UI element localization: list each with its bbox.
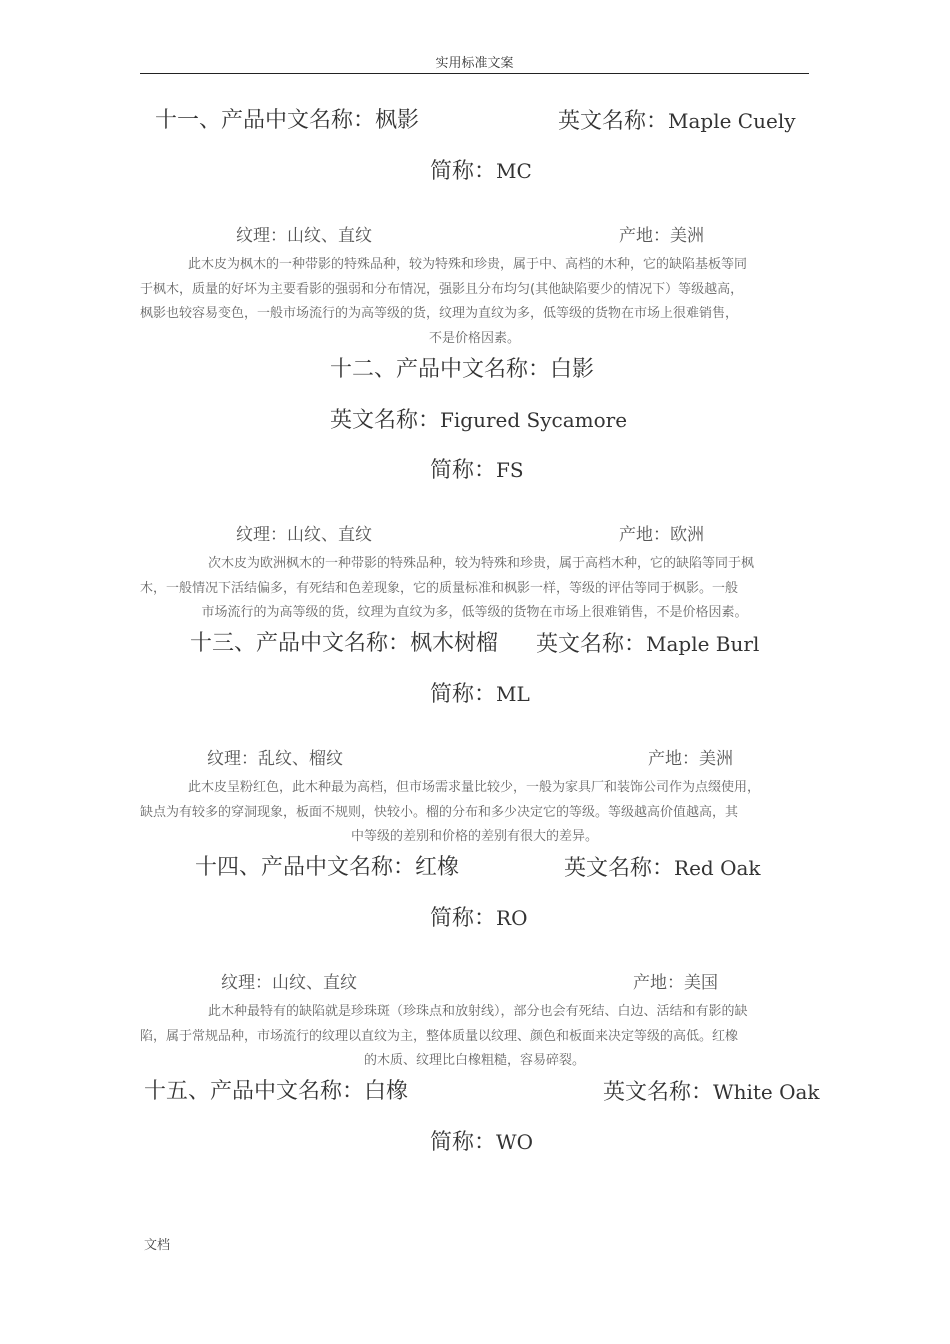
section-14-description (140, 1000, 809, 1074)
section-14-desc-line: 的木质、纹理比白橡粗糙，容易碎裂。 (363, 1053, 585, 1068)
section-13-en-name (536, 630, 759, 659)
section-12-cn-name: 十二、产品中文名称：白影 (330, 357, 595, 382)
section-15-en-name (603, 1078, 820, 1107)
section-13-abbr (430, 680, 530, 709)
section-15-abbr-label: 简称： (430, 1130, 497, 1155)
section-11-desc-line: 不是价格因素。 (428, 330, 520, 346)
section-12-abbr-label: 简称： (430, 458, 497, 483)
section-12-description (140, 552, 809, 626)
page-footer: 文档 (144, 1238, 171, 1253)
section-13-description (140, 776, 809, 850)
section-13-desc-line: 此木皮呈粉红色，此木种最为高档，但市场需求量比较少，一般为家具厂和装饰公司作为点缀使用， (188, 780, 761, 795)
section-14-abbr-value: RO (496, 906, 528, 930)
section-15-en-value: White Oak (713, 1080, 820, 1104)
section-14-en-label: 英文名称： (564, 856, 675, 881)
section-13-cn-name: 十三、产品中文名称：枫木树榴 (190, 631, 499, 656)
section-11-cn-name: 十一、产品中文名称：枫影 (155, 108, 420, 133)
section-12-origin: 产地：欧洲 (619, 525, 704, 545)
section-14-origin: 产地：美国 (633, 973, 718, 993)
section-11-en-value: Maple Cuely (668, 109, 796, 133)
section-12-grain: 纹理：山纹、直纹 (236, 525, 372, 545)
section-14-cn-name: 十四、产品中文名称：红橡 (195, 855, 460, 880)
section-14-grain: 纹理：山纹、直纹 (221, 973, 357, 993)
section-11-en-name (558, 107, 796, 136)
section-14-en-value: Red Oak (674, 856, 761, 880)
section-13-en-label: 英文名称： (536, 632, 647, 657)
section-11-origin: 产地：美洲 (619, 226, 704, 246)
section-14-desc-line: 此木种最特有的缺陷就是珍珠斑（珍珠点和放射线），部分也会有死结、白边、活结和有影的缺 (208, 1004, 748, 1019)
section-14-desc-line: 陷，属于常规品种，市场流行的纹理以直纹为主，整体质量以纹理、颜色和板面来决定等级的高低。红橡 (140, 1028, 739, 1044)
section-11-abbr (430, 157, 532, 186)
section-12-desc-line: 木，一般情况下活结偏多，有死结和色差现象，它的质量标准和枫影一样，等级的评估等同于枫影。一般 (140, 580, 739, 596)
section-15-abbr (430, 1128, 533, 1157)
section-11-description (140, 253, 809, 351)
section-11-desc-line: 此木皮为枫木的一种带影的特殊品种，较为特殊和珍贵，属于中、高档的木种，它的缺陷基板等同 (188, 257, 748, 272)
section-13-desc-line: 中等级的差别和价格的差别有很大的差异。 (350, 829, 598, 844)
section-12-en-label: 英文名称： (330, 408, 441, 433)
section-12-abbr (430, 456, 524, 485)
section-14-en-name (564, 854, 761, 883)
section-13-abbr-label: 简称： (430, 682, 497, 707)
section-11-en-label: 英文名称： (558, 109, 669, 134)
section-11-grain: 纹理：山纹、直纹 (236, 226, 372, 246)
section-12-desc-line: 市场流行的为高等级的货，纹理为直纹为多，低等级的货物在市场上很难销售，不是价格因素。 (201, 605, 748, 620)
section-12-abbr-value: FS (496, 458, 524, 482)
section-15-cn-name: 十五、产品中文名称：白橡 (144, 1079, 409, 1104)
section-11-abbr-value: MC (496, 159, 532, 183)
section-11-desc-line: 于枫木，质量的好坏为主要看影的强弱和分布情况，强影且分布均匀(其他缺陷要少的情况下）等级越高， (140, 281, 744, 297)
section-13-en-value: Maple Burl (646, 632, 760, 656)
section-13-desc-line: 缺点为有较多的穿洞现象，板面不规则，快较小。榴的分布和多少决定它的等级。等级越高价值越高，其 (140, 804, 739, 820)
section-13-grain: 纹理：乱纹、榴纹 (207, 749, 343, 769)
section-15-en-label: 英文名称： (603, 1080, 714, 1105)
section-14-abbr-label: 简称： (430, 906, 497, 931)
section-12-en-value: Figured Sycamore (440, 408, 628, 432)
section-15-abbr-value: WO (496, 1130, 533, 1154)
section-13-abbr-value: ML (496, 682, 530, 706)
page-header: 实用标准文案 (140, 55, 809, 74)
section-14-abbr (430, 904, 527, 933)
section-12-en-name (330, 406, 627, 435)
section-13-origin: 产地：美洲 (648, 749, 733, 769)
section-12-desc-line: 次木皮为欧洲枫木的一种带影的特殊品种，较为特殊和珍贵，属于高档木种，它的缺陷等同于枫 (208, 556, 755, 571)
section-11-desc-line: 枫影也较容易变色，一般市场流行的为高等级的货，纹理为直纹为多，低等级的货物在市场上很难销售， (140, 306, 739, 321)
section-11-abbr-label: 简称： (430, 159, 497, 184)
